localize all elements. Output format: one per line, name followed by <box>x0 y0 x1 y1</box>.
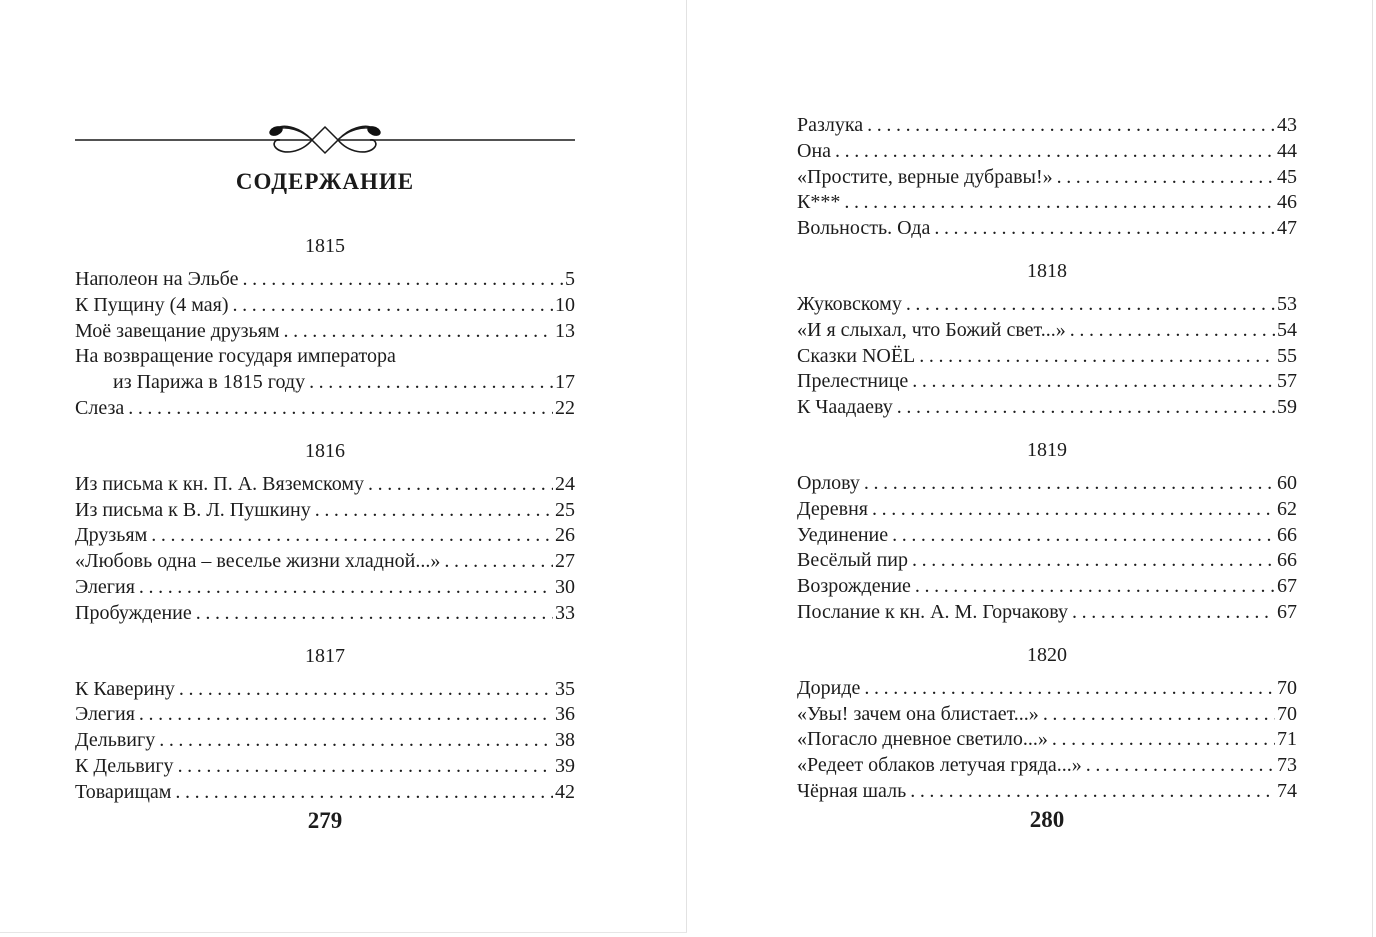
folio-left: 279 <box>307 807 343 833</box>
entry-title: «Редеет облаков летучая гряда...» <box>797 754 1082 777</box>
toc-entry <box>797 779 1297 805</box>
entry-title: Послание к кн. А. М. Горчакову <box>797 600 1069 623</box>
entry-page-number: 30 <box>555 575 575 598</box>
year-heading: 1816 <box>305 439 345 462</box>
entry-title: К Дельвигу <box>75 754 174 777</box>
dot-leader <box>1043 702 1275 728</box>
entry-title: Пробуждение <box>75 601 192 624</box>
entry-page-number: 73 <box>1277 754 1297 777</box>
toc-entry <box>797 292 1297 318</box>
toc-entry <box>797 753 1297 779</box>
year-heading: 1819 <box>1027 438 1067 461</box>
entry-page-number: 67 <box>1277 600 1297 623</box>
entry-title: Дориде <box>797 676 861 699</box>
entry-title: Слеза <box>75 396 125 419</box>
toc-entry <box>75 523 575 549</box>
toc-section <box>75 645 575 806</box>
toc-entry <box>75 601 575 627</box>
toc-entry <box>797 548 1297 574</box>
entry-page-number: 33 <box>555 601 575 624</box>
entry-page-number: 70 <box>1277 702 1297 725</box>
toc-section <box>797 439 1297 626</box>
dot-leader <box>934 216 1275 242</box>
toc-entry <box>75 575 575 601</box>
entry-title: Моё завещание друзьям <box>75 319 280 342</box>
dot-leader <box>912 548 1275 574</box>
entry-title: К*** <box>797 191 841 214</box>
entry-title: «Любовь одна – веселье жизни хладной...» <box>75 550 441 573</box>
toc-entry <box>797 369 1297 395</box>
entry-page-number: 46 <box>1277 191 1297 214</box>
entry-page-number: 10 <box>555 293 575 316</box>
entry-title: Из письма к кн. П. А. Вяземскому <box>75 472 364 495</box>
entry-title: «Погасло дневное светило...» <box>797 728 1048 751</box>
toc-entry <box>75 267 575 293</box>
dot-leader <box>864 471 1275 497</box>
toc-entry <box>75 702 575 728</box>
toc-entry <box>797 574 1297 600</box>
toc-entry <box>797 497 1297 523</box>
toc-entry <box>797 471 1297 497</box>
entry-page-number: 39 <box>555 754 575 777</box>
toc-entry <box>797 165 1297 191</box>
dot-leader <box>867 113 1275 139</box>
entry-title: Наполеон на Эльбе <box>75 268 239 290</box>
toc-entry <box>797 318 1297 344</box>
entry-page-number: 42 <box>555 780 575 803</box>
dot-leader <box>139 575 553 601</box>
dot-leader <box>178 754 553 780</box>
entry-title: Весёлый пир <box>797 549 908 572</box>
year-heading: 1817 <box>305 644 345 667</box>
entry-page-number: 38 <box>555 729 575 752</box>
entry-title: На возвращение государя императора <box>75 345 396 368</box>
toc-entry <box>75 754 575 780</box>
toc-entry <box>797 600 1297 626</box>
toc-entry <box>75 396 575 422</box>
toc-entry <box>797 702 1297 728</box>
toc-entry <box>75 549 575 575</box>
toc-sections-right <box>797 113 1297 805</box>
dot-leader <box>151 523 553 549</box>
entry-page-number: 25 <box>555 498 575 521</box>
dot-leader <box>864 676 1275 702</box>
dot-leader <box>1052 727 1275 753</box>
dot-leader <box>1086 753 1275 779</box>
entry-page-number: 54 <box>1277 318 1297 341</box>
year-heading: 1818 <box>1027 259 1067 282</box>
toc-entry <box>75 498 575 524</box>
toc-section <box>75 235 575 422</box>
entry-page-number: 26 <box>555 524 575 547</box>
toc-entry <box>75 293 575 319</box>
entry-page-number: 71 <box>1277 728 1297 751</box>
dot-leader <box>196 601 553 627</box>
toc-sections-left <box>75 235 575 806</box>
toc-entry <box>75 344 575 370</box>
entry-page-number: 62 <box>1277 497 1297 520</box>
dot-leader <box>128 396 553 422</box>
toc-entry <box>797 344 1297 370</box>
dot-leader <box>912 369 1275 395</box>
toc-heading: СОДЕРЖАНИЕ <box>235 169 415 194</box>
dot-leader <box>1057 165 1275 191</box>
entry-title: Жуковскому <box>797 292 902 315</box>
right-page <box>797 0 1297 833</box>
entry-page-number: 53 <box>1277 292 1297 315</box>
right-page-right-edge <box>1372 0 1373 937</box>
entry-title: Уединение <box>797 523 889 546</box>
toc-entry <box>75 319 575 345</box>
left-page-bottom-edge <box>0 932 687 933</box>
entry-page-number: 47 <box>1277 217 1297 240</box>
toc-entry <box>75 728 575 754</box>
entry-title: Элегия <box>75 703 135 726</box>
page-spine-divider <box>686 0 687 933</box>
entry-title: Из письма к В. Л. Пушкину <box>75 498 311 521</box>
toc-entry <box>797 523 1297 549</box>
entry-page-number: 57 <box>1277 370 1297 393</box>
entry-page-number: 45 <box>1277 165 1297 188</box>
dot-leader <box>159 728 553 754</box>
entry-title: Разлука <box>797 114 864 136</box>
entry-title: «И я слыхал, что Божий свет...» <box>797 318 1066 341</box>
folio-right: 280 <box>1029 806 1065 832</box>
entry-title: Сказки NOËL <box>797 344 916 367</box>
dot-leader <box>872 497 1275 523</box>
entry-page-number: 5 <box>565 268 575 290</box>
left-page <box>75 0 575 834</box>
entry-title: К Пущину (4 мая) <box>75 293 229 316</box>
entry-title: из Парижа в 1815 году <box>113 371 306 394</box>
dot-leader <box>915 574 1275 600</box>
toc-entry <box>75 677 575 703</box>
toc-entry <box>75 370 575 396</box>
dot-leader <box>897 395 1275 421</box>
entry-title: Дельвигу <box>75 729 156 752</box>
dot-leader <box>284 319 554 345</box>
entry-page-number: 55 <box>1277 344 1297 367</box>
dot-leader <box>844 190 1275 216</box>
entry-title: Товарищам <box>75 780 172 803</box>
entry-title: К Чаадаеву <box>797 396 893 419</box>
entry-page-number: 17 <box>555 371 575 394</box>
dot-leader <box>1070 318 1275 344</box>
entry-title: Орлову <box>797 471 860 494</box>
entry-page-number: 67 <box>1277 575 1297 598</box>
dot-leader <box>315 498 553 524</box>
toc-entry <box>797 113 1297 139</box>
dot-leader <box>910 779 1275 805</box>
toc-entry <box>75 472 575 498</box>
year-heading: 1815 <box>305 235 345 257</box>
dot-leader <box>179 677 553 703</box>
entry-page-number: 74 <box>1277 779 1297 802</box>
dot-leader <box>1072 600 1275 626</box>
entry-title: Деревня <box>797 497 868 520</box>
entry-title: «Увы! зачем она блистает...» <box>797 702 1039 725</box>
dot-leader <box>309 370 553 396</box>
entry-page-number: 35 <box>555 677 575 700</box>
entry-page-number: 22 <box>555 396 575 419</box>
dot-leader <box>242 267 563 293</box>
toc-entry <box>75 780 575 806</box>
entry-page-number: 27 <box>555 550 575 573</box>
entry-title: «Простите, верные дубравы!» <box>797 165 1053 188</box>
entry-page-number: 66 <box>1277 523 1297 546</box>
entry-title: Элегия <box>75 575 135 598</box>
entry-title: Прелестнице <box>797 370 909 393</box>
entry-title: Возрождение <box>797 575 911 598</box>
dot-leader <box>906 292 1275 318</box>
toc-section <box>797 113 1297 242</box>
toc-entry <box>797 216 1297 242</box>
entry-page-number: 43 <box>1277 114 1297 136</box>
dot-leader <box>139 702 553 728</box>
toc-entry <box>797 395 1297 421</box>
toc-section <box>797 644 1297 805</box>
toc-section <box>75 440 575 627</box>
entry-page-number: 66 <box>1277 549 1297 572</box>
dot-leader <box>919 344 1275 370</box>
dot-leader <box>175 780 553 806</box>
entry-page-number: 44 <box>1277 139 1297 162</box>
toc-entry <box>797 676 1297 702</box>
entry-title: Она <box>797 139 832 162</box>
toc-entry <box>797 727 1297 753</box>
entry-page-number: 60 <box>1277 471 1297 494</box>
dot-leader <box>892 523 1275 549</box>
entry-page-number: 13 <box>555 319 575 342</box>
entry-title: Чёрная шаль <box>797 779 907 802</box>
entry-title: Друзьям <box>75 524 148 547</box>
entry-page-number: 59 <box>1277 396 1297 419</box>
entry-title: Вольность. Ода <box>797 217 931 240</box>
entry-title: К Каверину <box>75 677 175 700</box>
ornament-flourish-icon <box>75 121 575 155</box>
dot-leader <box>444 549 553 575</box>
dot-leader <box>233 293 553 319</box>
toc-entry <box>797 139 1297 165</box>
toc-entry <box>797 190 1297 216</box>
year-heading: 1820 <box>1027 643 1067 666</box>
entry-page-number: 36 <box>555 703 575 726</box>
dot-leader <box>368 472 553 498</box>
entry-page-number: 70 <box>1277 676 1297 699</box>
dot-leader <box>835 139 1275 165</box>
entry-page-number: 24 <box>555 472 575 495</box>
toc-section <box>797 260 1297 421</box>
